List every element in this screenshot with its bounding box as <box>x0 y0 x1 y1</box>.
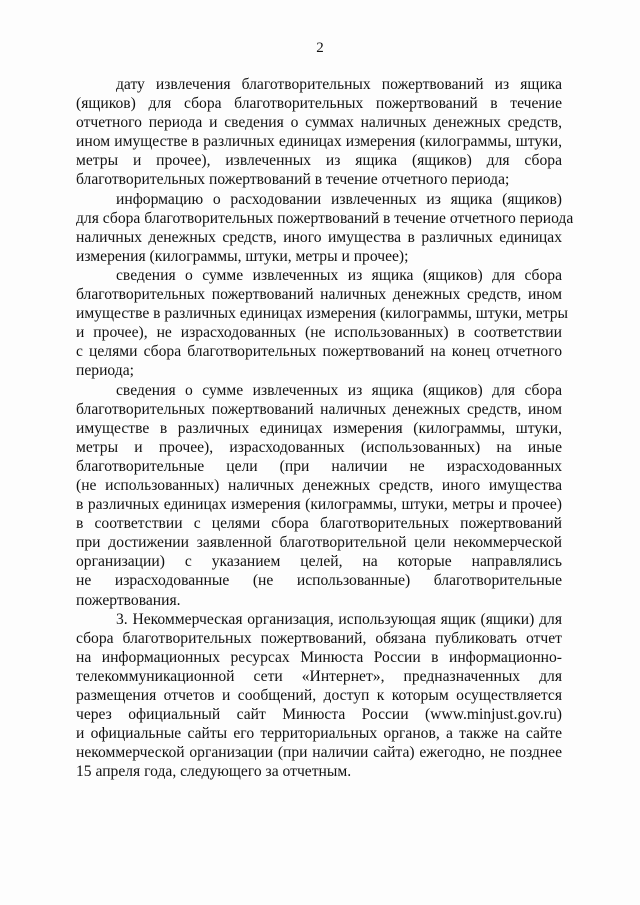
paragraph <box>76 381 562 610</box>
text-line: отчетного периода и сведения о суммах наличных денежных средств, <box>76 114 562 132</box>
text-line: и официальные сайты его территориальных органов, а также на сайте <box>76 725 562 743</box>
paragraph <box>76 75 562 190</box>
text-line: через официальный сайт Минюста России (www.minjust.gov.ru) <box>76 706 562 724</box>
text-line: при достижении заявленной благотворительной цели некоммерческой <box>76 534 562 552</box>
text-line: сведения о сумме извлеченных из ящика (ящиков) для сбора <box>116 381 562 399</box>
document-body <box>76 75 574 781</box>
text-line: размещения отчетов и сообщений, доступ к которым осуществляется <box>76 687 562 704</box>
text-line: в соответствии с целями сбора благотворительных пожертвований <box>76 515 562 533</box>
text-line: периода; <box>76 362 134 380</box>
text-line: для сбора благотворительных пожертвований в течение отчетного периода <box>76 209 574 227</box>
text-line: наличных денежных средств, иного имущества в различных единицах <box>76 228 562 246</box>
paragraph <box>76 266 568 381</box>
text-line: благотворительных пожертвований наличных денежных средств, ином <box>76 400 562 418</box>
text-line: на информационных ресурсах Минюста России в информационно- <box>76 648 562 666</box>
text-line: сбора благотворительных пожертвований, обязана публиковать отчет <box>76 629 562 647</box>
text-line: благотворительных пожертвований наличных денежных средств, ином <box>76 286 562 304</box>
text-line: 3. Некоммерческая организация, использующая ящик (ящики) для <box>116 610 562 628</box>
paragraph <box>76 610 562 782</box>
text-line: телекоммуникационной сети «Интернет», предназначенных для <box>76 667 562 685</box>
text-line: и прочее), не израсходованных (не использованных) в соответствии <box>76 324 562 342</box>
text-line: 15 апреля года, следующего за отчетным. <box>76 763 352 781</box>
text-line: информацию о расходовании извлеченных из ящика (ящиков) <box>116 190 562 208</box>
text-line: с целями сбора благотворительных пожертвований на конец отчетного <box>76 343 562 361</box>
text-line: имуществе в различных единицах измерения (килограммы, штуки, метры <box>76 305 568 323</box>
text-line: имуществе в различных единицах измерения (килограммы, штуки, <box>76 419 562 437</box>
text-line: ином имуществе в различных единицах измерения (килограммы, штуки, <box>76 133 562 151</box>
text-line: метры и прочее), извлеченных из ящика (ящиков) для сбора <box>76 152 562 170</box>
text-line: некоммерческой организации (при наличии сайта) ежегодно, не позднее <box>76 744 562 762</box>
text-line: не израсходованные (не использованные) благотворительные <box>76 572 562 590</box>
text-line: благотворительных пожертвований в течение отчетного периода; <box>76 171 510 189</box>
text-line: сведения о сумме извлеченных из ящика (ящиков) для сбора <box>116 266 562 284</box>
text-line: пожертвования. <box>76 591 181 609</box>
text-line: метры и прочее), израсходованных (использованных) на иные <box>76 438 562 456</box>
text-line: дату извлечения благотворительных пожертвований из ящика <box>116 76 562 93</box>
paragraph <box>76 190 574 266</box>
text-line: (не использованных) наличных денежных средств, иного имущества <box>76 476 562 494</box>
text-line: благотворительные цели (при наличии не израсходованных <box>76 457 562 475</box>
text-line: организации) с указанием целей, на которые направлялись <box>76 553 562 571</box>
text-line: измерения (килограммы, штуки, метры и прочее); <box>76 247 409 265</box>
text-line: (ящиков) для сбора благотворительных пожертвований в течение <box>76 95 562 113</box>
page-number: 2 <box>316 40 324 56</box>
text-line: в различных единицах измерения (килограммы, штуки, метры и прочее) <box>76 496 562 514</box>
